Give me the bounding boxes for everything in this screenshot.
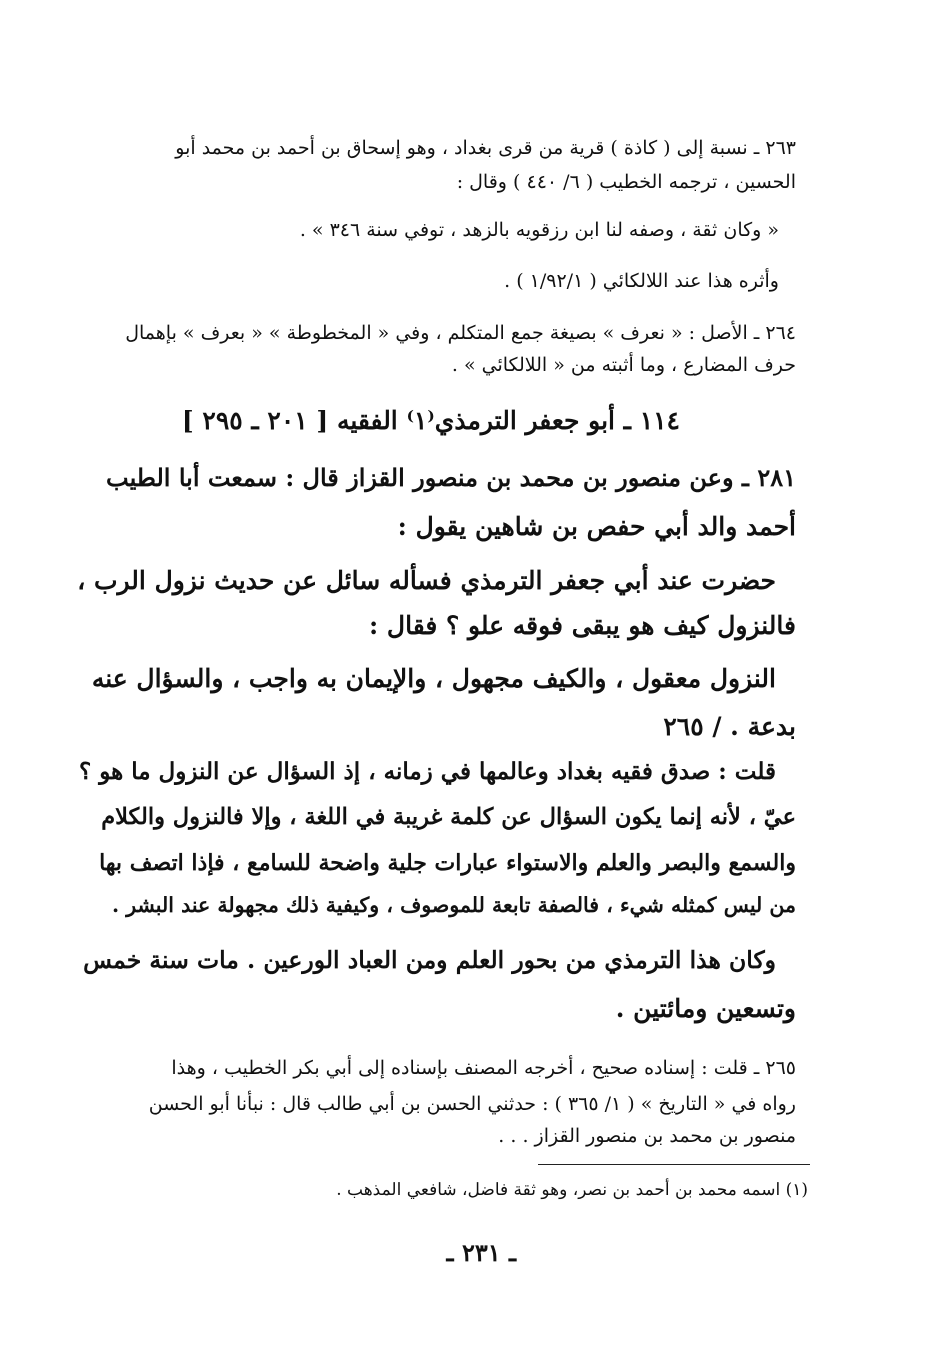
- paragraph-5-line-1: وكان هذا الترمذي من بحور العلم ومن العباد الورعين . مات سنة خمس: [83, 946, 776, 974]
- note-263-line-2: الحسين ، ترجمه الخطيب ( ٦/ ٤٤٠ ) وقال :: [456, 171, 796, 193]
- footnote-separator: [538, 1164, 810, 1165]
- paragraph-281-line-2: أحمد والد أبي حفص بن شاهين يقول :: [397, 512, 796, 541]
- note-265-line-3: منصور بن محمد بن منصور القزاز . . .: [498, 1125, 796, 1147]
- paragraph-5-line-2: وتسعين ومائتين .: [615, 994, 796, 1023]
- note-265-line-2: رواه في « التاريخ » ( ١/ ٣٦٥ ) : حدثني الحسن بن أبي طالب قال : نبأنا أبو الحسن: [148, 1093, 796, 1115]
- paragraph-3-line-2: بدعة . / ٢٦٥: [663, 712, 796, 741]
- note-263-quote: « وكان ثقة ، وصفه لنا ابن رزقويه بالزهد ، توفي سنة ٣٤٦ » .: [299, 219, 779, 241]
- paragraph-2-line-2: فالنزول كيف هو يبقى فوقه علو ؟ فقال :: [368, 611, 796, 640]
- note-265-line-1: ٢٦٥ ـ قلت : إسناده صحيح ، أخرجه المصنف بإسناده إلى أبي بكر الخطيب ، وهذا: [171, 1057, 796, 1079]
- note-263-line-1: ٢٦٣ ـ نسبة إلى ( كاذة ) قرية من قرى بغداد ، وهو إسحاق بن أحمد بن محمد أبو: [175, 137, 796, 159]
- section-title: ١١٤ ـ أبو جعفر الترمذي⁽١⁾ الفقيه [ ٢٠١ ـ ٢٩٥ ]: [181, 406, 680, 435]
- footnote-1: (١) اسمه محمد بن أحمد بن نصر، وهو ثقة فاضل، شافعي المذهب .: [336, 1180, 808, 1200]
- paragraph-4-line-3: والسمع والبصر والعلم والاستواء عبارات جلية واضحة للسامع ، فإذا اتصف بها: [99, 850, 796, 876]
- paragraph-3-line-1: النزول معقول ، والكيف مجهول ، والإيمان به واجب ، والسؤال عنه: [91, 664, 776, 693]
- page-number: ـ ٢٣١ ـ: [446, 1238, 516, 1267]
- paragraph-4-line-4: من ليس كمثله شيء ، فالصفة تابعة للموصوف ، وكيفية ذلك مجهولة عند البشر .: [111, 893, 796, 917]
- note-263-athar: وأثره هذا عند اللالكائي ( ١/٩٢/١ ) .: [504, 270, 779, 292]
- paragraph-281-line-1: ٢٨١ ـ وعن منصور بن محمد بن منصور القزاز قال : سمعت أبا الطيب: [106, 463, 796, 492]
- paragraph-4-line-1: قلت : صدق فقيه بغداد وعالمها في زمانه ، إذ السؤال عن النزول ما هو ؟: [78, 758, 776, 785]
- paragraph-4-line-2: عيّ ، لأنه إنما يكون السؤال عن كلمة غريبة في اللغة ، وإلا فالنزول والكلام: [101, 804, 796, 830]
- note-264-line-1: ٢٦٤ ـ الأصل : « نعرف » بصيغة جمع المتكلم ، وفي « المخطوطة » « بعرف » بإهمال: [125, 322, 796, 344]
- note-264-line-2: حرف المضارع ، وما أثبته من « اللالكائي » .: [451, 354, 796, 376]
- paragraph-2-line-1: حضرت عند أبي جعفر الترمذي فسأله سائل عن حديث نزول الرب ،: [77, 566, 776, 595]
